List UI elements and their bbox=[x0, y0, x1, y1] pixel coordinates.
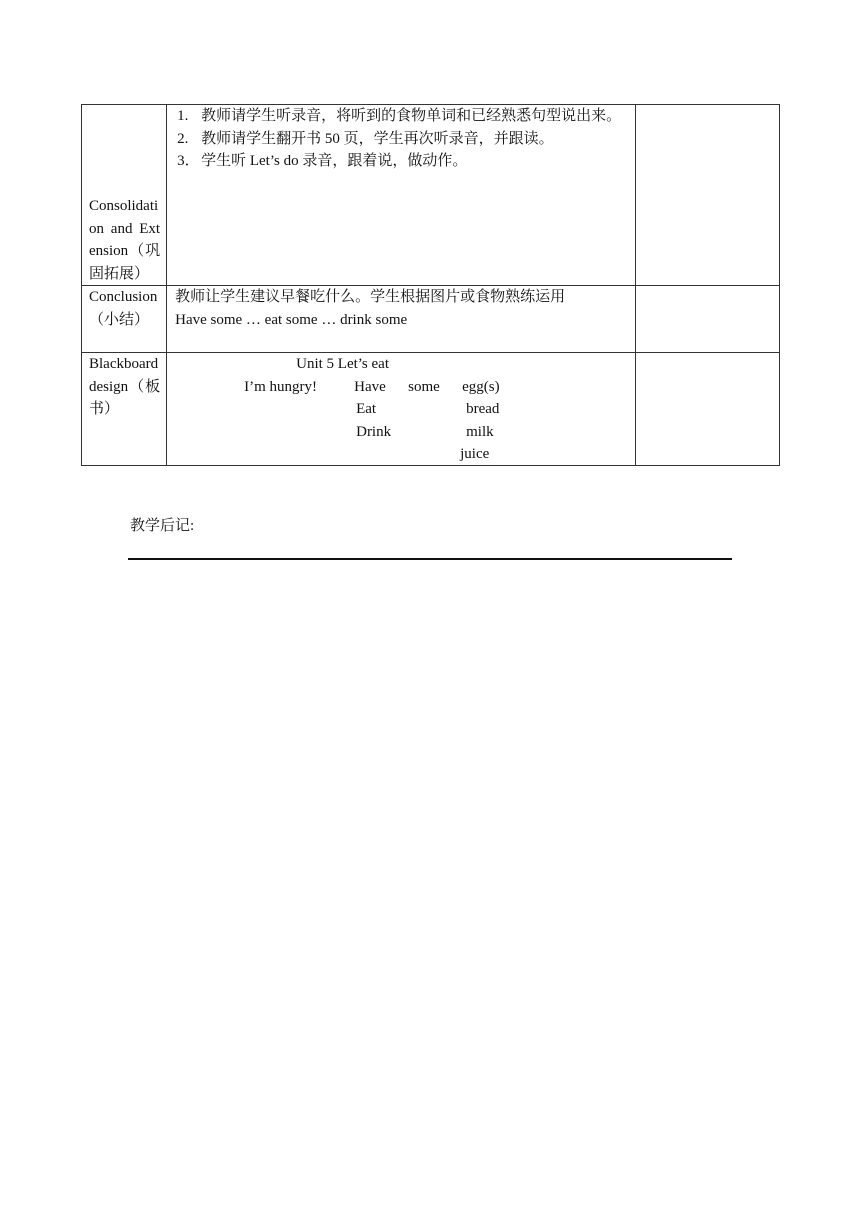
board-food-juice: juice bbox=[460, 446, 490, 462]
list-item bbox=[175, 150, 629, 173]
blackboard-design bbox=[175, 353, 629, 465]
step-text: 教师请学生翻开书 50 页，学生再次听录音，并跟读。 bbox=[201, 130, 554, 147]
table-row-blackboard bbox=[82, 353, 780, 466]
table-row-conclusion bbox=[82, 286, 780, 353]
step-text: 教师请学生听录音，将听到的食物单词和已经熟悉句型说出来。 bbox=[201, 108, 622, 124]
notes-cell bbox=[635, 286, 779, 353]
consolidation-steps bbox=[175, 105, 629, 173]
step-number: 2. bbox=[177, 130, 189, 147]
teaching-afterword-label: 教学后记: bbox=[130, 518, 195, 534]
board-title: Unit 5 Let’s eat bbox=[296, 356, 390, 372]
board-food-milk: milk bbox=[466, 423, 494, 440]
lesson-plan-table bbox=[81, 104, 780, 466]
board-verb-drink: Drink bbox=[356, 423, 392, 440]
conclusion-content bbox=[167, 286, 636, 353]
table-row-consolidation bbox=[82, 105, 780, 286]
row-label-conclusion: Conclusion（小结） bbox=[82, 286, 167, 353]
list-item bbox=[175, 128, 629, 151]
list-item bbox=[175, 105, 629, 128]
board-food-eggs: egg(s) bbox=[462, 378, 500, 395]
notes-cell bbox=[635, 105, 779, 286]
afterword-writing-line bbox=[128, 558, 732, 560]
board-some: some bbox=[408, 378, 440, 395]
consolidation-content bbox=[167, 105, 636, 286]
conclusion-line: 教师让学生建议早餐吃什么。学生根据图片或食物熟练运用 bbox=[175, 289, 566, 305]
row-label-blackboard: Blackboard design（板书） bbox=[82, 353, 167, 466]
step-number: 1. bbox=[177, 108, 189, 124]
blackboard-content bbox=[167, 353, 636, 466]
board-food-bread: bread bbox=[466, 401, 500, 417]
board-hungry: I’m hungry! bbox=[244, 378, 318, 395]
notes-cell bbox=[635, 353, 779, 466]
row-label-consolidation: Consolidation and Extension（巩固拓展） bbox=[82, 105, 167, 286]
board-verb-have: Have bbox=[354, 378, 386, 395]
step-number: 3． bbox=[177, 153, 200, 169]
board-verb-eat: Eat bbox=[356, 401, 377, 417]
step-text: 学生听 Let’s do 录音，跟着说，做动作。 bbox=[201, 153, 468, 169]
conclusion-line: Have some … eat some … drink some bbox=[175, 311, 408, 328]
